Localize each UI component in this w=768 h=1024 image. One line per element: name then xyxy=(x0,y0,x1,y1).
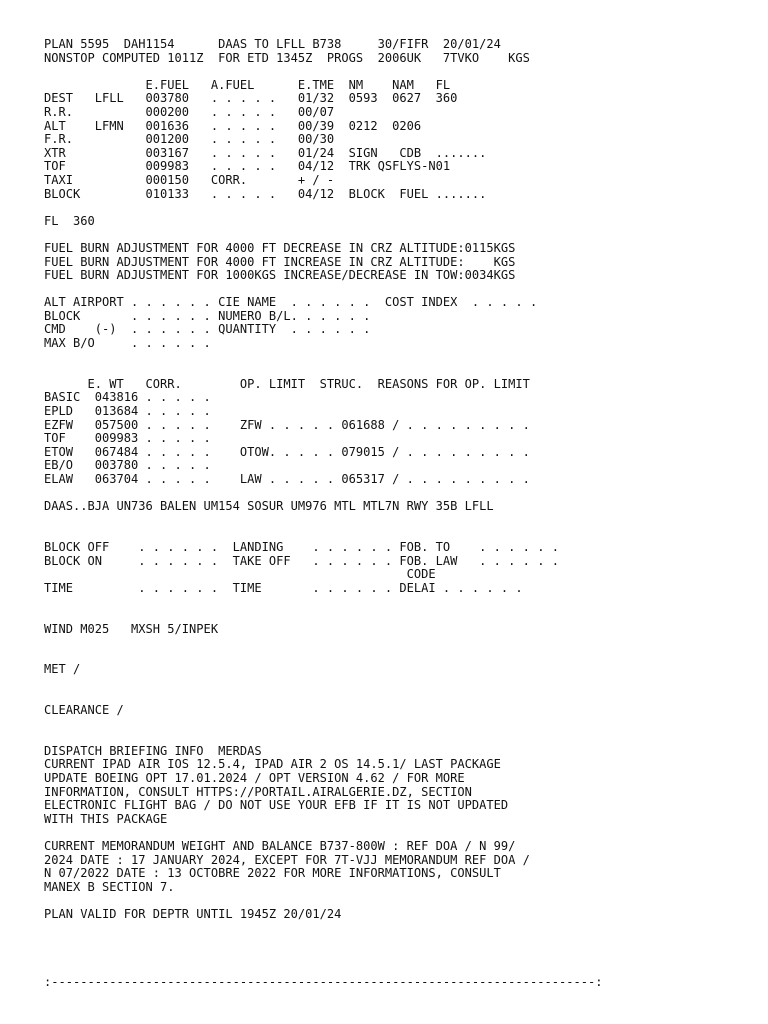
dispatch-briefing-line: WITH THIS PACKAGE xyxy=(44,811,168,826)
dispatch-briefing-line: INFORMATION, CONSULT HTTPS://PORTAIL.AIRALGERIE.DZ, SECTION xyxy=(44,784,472,799)
blank-line xyxy=(44,487,764,501)
header-line-2: NONSTOP COMPUTED 1011Z FOR ETD 1345Z PROGS 2006UK 7TVKO KGS xyxy=(44,50,530,65)
weight-table-header: E. WT CORR. OP. LIMIT STRUC. REASONS FOR OP. LIMIT xyxy=(44,376,530,391)
fuel-row-dest: DEST LFLL 003780 . . . . . 01/32 0593 0627 360 xyxy=(44,91,458,106)
fuel-row-alt: ALT LFMN 001636 . . . . . 00/39 0212 0206 xyxy=(44,118,422,133)
airport-info-line: MAX B/O . . . . . . xyxy=(44,336,211,351)
dispatch-briefing-line: ELECTRONIC FLIGHT BAG / DO NOT USE YOUR EFB IF IT IS NOT UPDATED xyxy=(44,798,509,813)
separator-line: :---------------------------------------------------------------------------: xyxy=(44,974,603,989)
airport-info-line: ALT AIRPORT . . . . . . CIE NAME . . . . . . COST INDEX . . . . . xyxy=(44,295,538,310)
blank-line xyxy=(44,718,764,732)
blank-line xyxy=(44,514,764,528)
fuel-row-block: BLOCK 010133 . . . . . 04/12 BLOCK FUEL ....... xyxy=(44,186,487,201)
plan-validity-line: PLAN VALID FOR DEPTR UNTIL 1945Z 20/01/24 xyxy=(44,907,342,921)
memorandum-line: 2024 DATE : 17 JANUARY 2024, EXCEPT FOR 7T-VJJ MEMORANDUM REF DOA / xyxy=(44,852,530,867)
blank-line xyxy=(44,609,764,623)
flight-plan-document xyxy=(44,38,764,990)
fuel-row-rr: R.R. 000200 . . . . . 00/07 xyxy=(44,104,335,119)
weight-row-etow: ETOW 067484 . . . . . OTOW. . . . . 079015 / . . . . . . . . . xyxy=(44,444,530,459)
blank-line xyxy=(44,922,764,936)
blank-line xyxy=(44,65,764,79)
blank-line xyxy=(44,826,764,840)
blank-line xyxy=(44,364,764,378)
fuel-row-taxi: TAXI 000150 CORR. + / - xyxy=(44,172,335,187)
blank-line xyxy=(44,351,764,365)
weight-row-epld: EPLD 013684 . . . . . xyxy=(44,404,211,419)
blank-line xyxy=(44,228,764,242)
fuel-row-tof: TOF 009983 . . . . . 04/12 TRK QSFLYS-N01 xyxy=(44,159,451,174)
blank-line xyxy=(44,962,764,976)
memorandum-line: N 07/2022 DATE : 13 OCTOBRE 2022 FOR MORE INFORMATIONS, CONSULT xyxy=(44,866,501,881)
blank-line xyxy=(44,636,764,650)
dispatch-briefing-line: UPDATE BOEING OPT 17.01.2024 / OPT VERSION 4.62 / FOR MORE xyxy=(44,771,465,786)
blank-line xyxy=(44,595,764,609)
blank-line xyxy=(44,949,764,963)
weight-row-ezfw: EZFW 057500 . . . . . ZFW . . . . . 061688 / . . . . . . . . . xyxy=(44,417,530,432)
blank-line xyxy=(44,677,764,691)
airport-info-line: CMD (-) . . . . . . QUANTITY . . . . . . xyxy=(44,322,371,337)
blank-line xyxy=(44,283,764,297)
blank-line xyxy=(44,527,764,541)
weight-row-ebo: EB/O 003780 . . . . . xyxy=(44,458,211,473)
fuel-burn-adjustment-line: FUEL BURN ADJUSTMENT FOR 4000 FT INCREASE IN CRZ ALTITUDE: KGS xyxy=(44,254,516,269)
blank-line xyxy=(44,650,764,664)
fuel-row-fr: F.R. 001200 . . . . . 00/30 xyxy=(44,132,335,147)
weight-row-basic: BASIC 043816 . . . . . xyxy=(44,390,211,405)
blank-line xyxy=(44,731,764,745)
memorandum-line: CURRENT MEMORANDUM WEIGHT AND BALANCE B737-800W : REF DOA / N 99/ xyxy=(44,839,516,854)
weight-row-elaw: ELAW 063704 . . . . . LAW . . . . . 065317 / . . . . . . . . . xyxy=(44,472,530,486)
blank-line xyxy=(44,201,764,215)
blank-line xyxy=(44,894,764,908)
fuel-burn-adjustment-line: FUEL BURN ADJUSTMENT FOR 1000KGS INCREASE/DECREASE IN TOW:0034KGS xyxy=(44,268,516,283)
fuel-row-xtr: XTR 003167 . . . . . 01/24 SIGN CDB ....... xyxy=(44,145,487,160)
times-line: TIME . . . . . . TIME . . . . . . DELAI . . . . . . xyxy=(44,580,523,595)
fuel-burn-adjustment-line: FUEL BURN ADJUSTMENT FOR 4000 FT DECREASE IN CRZ ALTITUDE:0115KGS xyxy=(44,240,516,255)
weight-row-tof: TOF 009983 . . . . . xyxy=(44,431,211,446)
dispatch-briefing-line: DISPATCH BRIEFING INFO MERDAS xyxy=(44,743,262,758)
blank-line xyxy=(44,691,764,705)
clearance-line: CLEARANCE / xyxy=(44,703,124,718)
times-line: BLOCK ON . . . . . . TAKE OFF . . . . . . FOB. LAW . . . . . . xyxy=(44,553,559,568)
wind-line: WIND M025 MXSH 5/INPEK xyxy=(44,621,219,636)
dispatch-briefing-line: CURRENT IPAD AIR IOS 12.5.4, IPAD AIR 2 OS 14.5.1/ LAST PACKAGE xyxy=(44,757,501,772)
airport-info-line: BLOCK . . . . . . NUMERO B/L. . . . . . xyxy=(44,308,371,323)
times-line: CODE xyxy=(44,567,436,582)
times-line: BLOCK OFF . . . . . . LANDING . . . . . . FOB. TO . . . . . . xyxy=(44,539,559,554)
header-line-1: PLAN 5595 DAH1154 DAAS TO LFLL B738 30/FIFR 20/01/24 xyxy=(44,37,501,51)
flight-level-line: FL 360 xyxy=(44,213,95,228)
route-line: DAAS..BJA UN736 BALEN UM154 SOSUR UM976 MTL MTL7N RWY 35B LFLL xyxy=(44,499,494,514)
fuel-table-header: E.FUEL A.FUEL E.TME NM NAM FL xyxy=(44,77,451,92)
met-line: MET / xyxy=(44,662,81,677)
memorandum-line: MANEX B SECTION 7. xyxy=(44,879,175,894)
blank-line xyxy=(44,935,764,949)
